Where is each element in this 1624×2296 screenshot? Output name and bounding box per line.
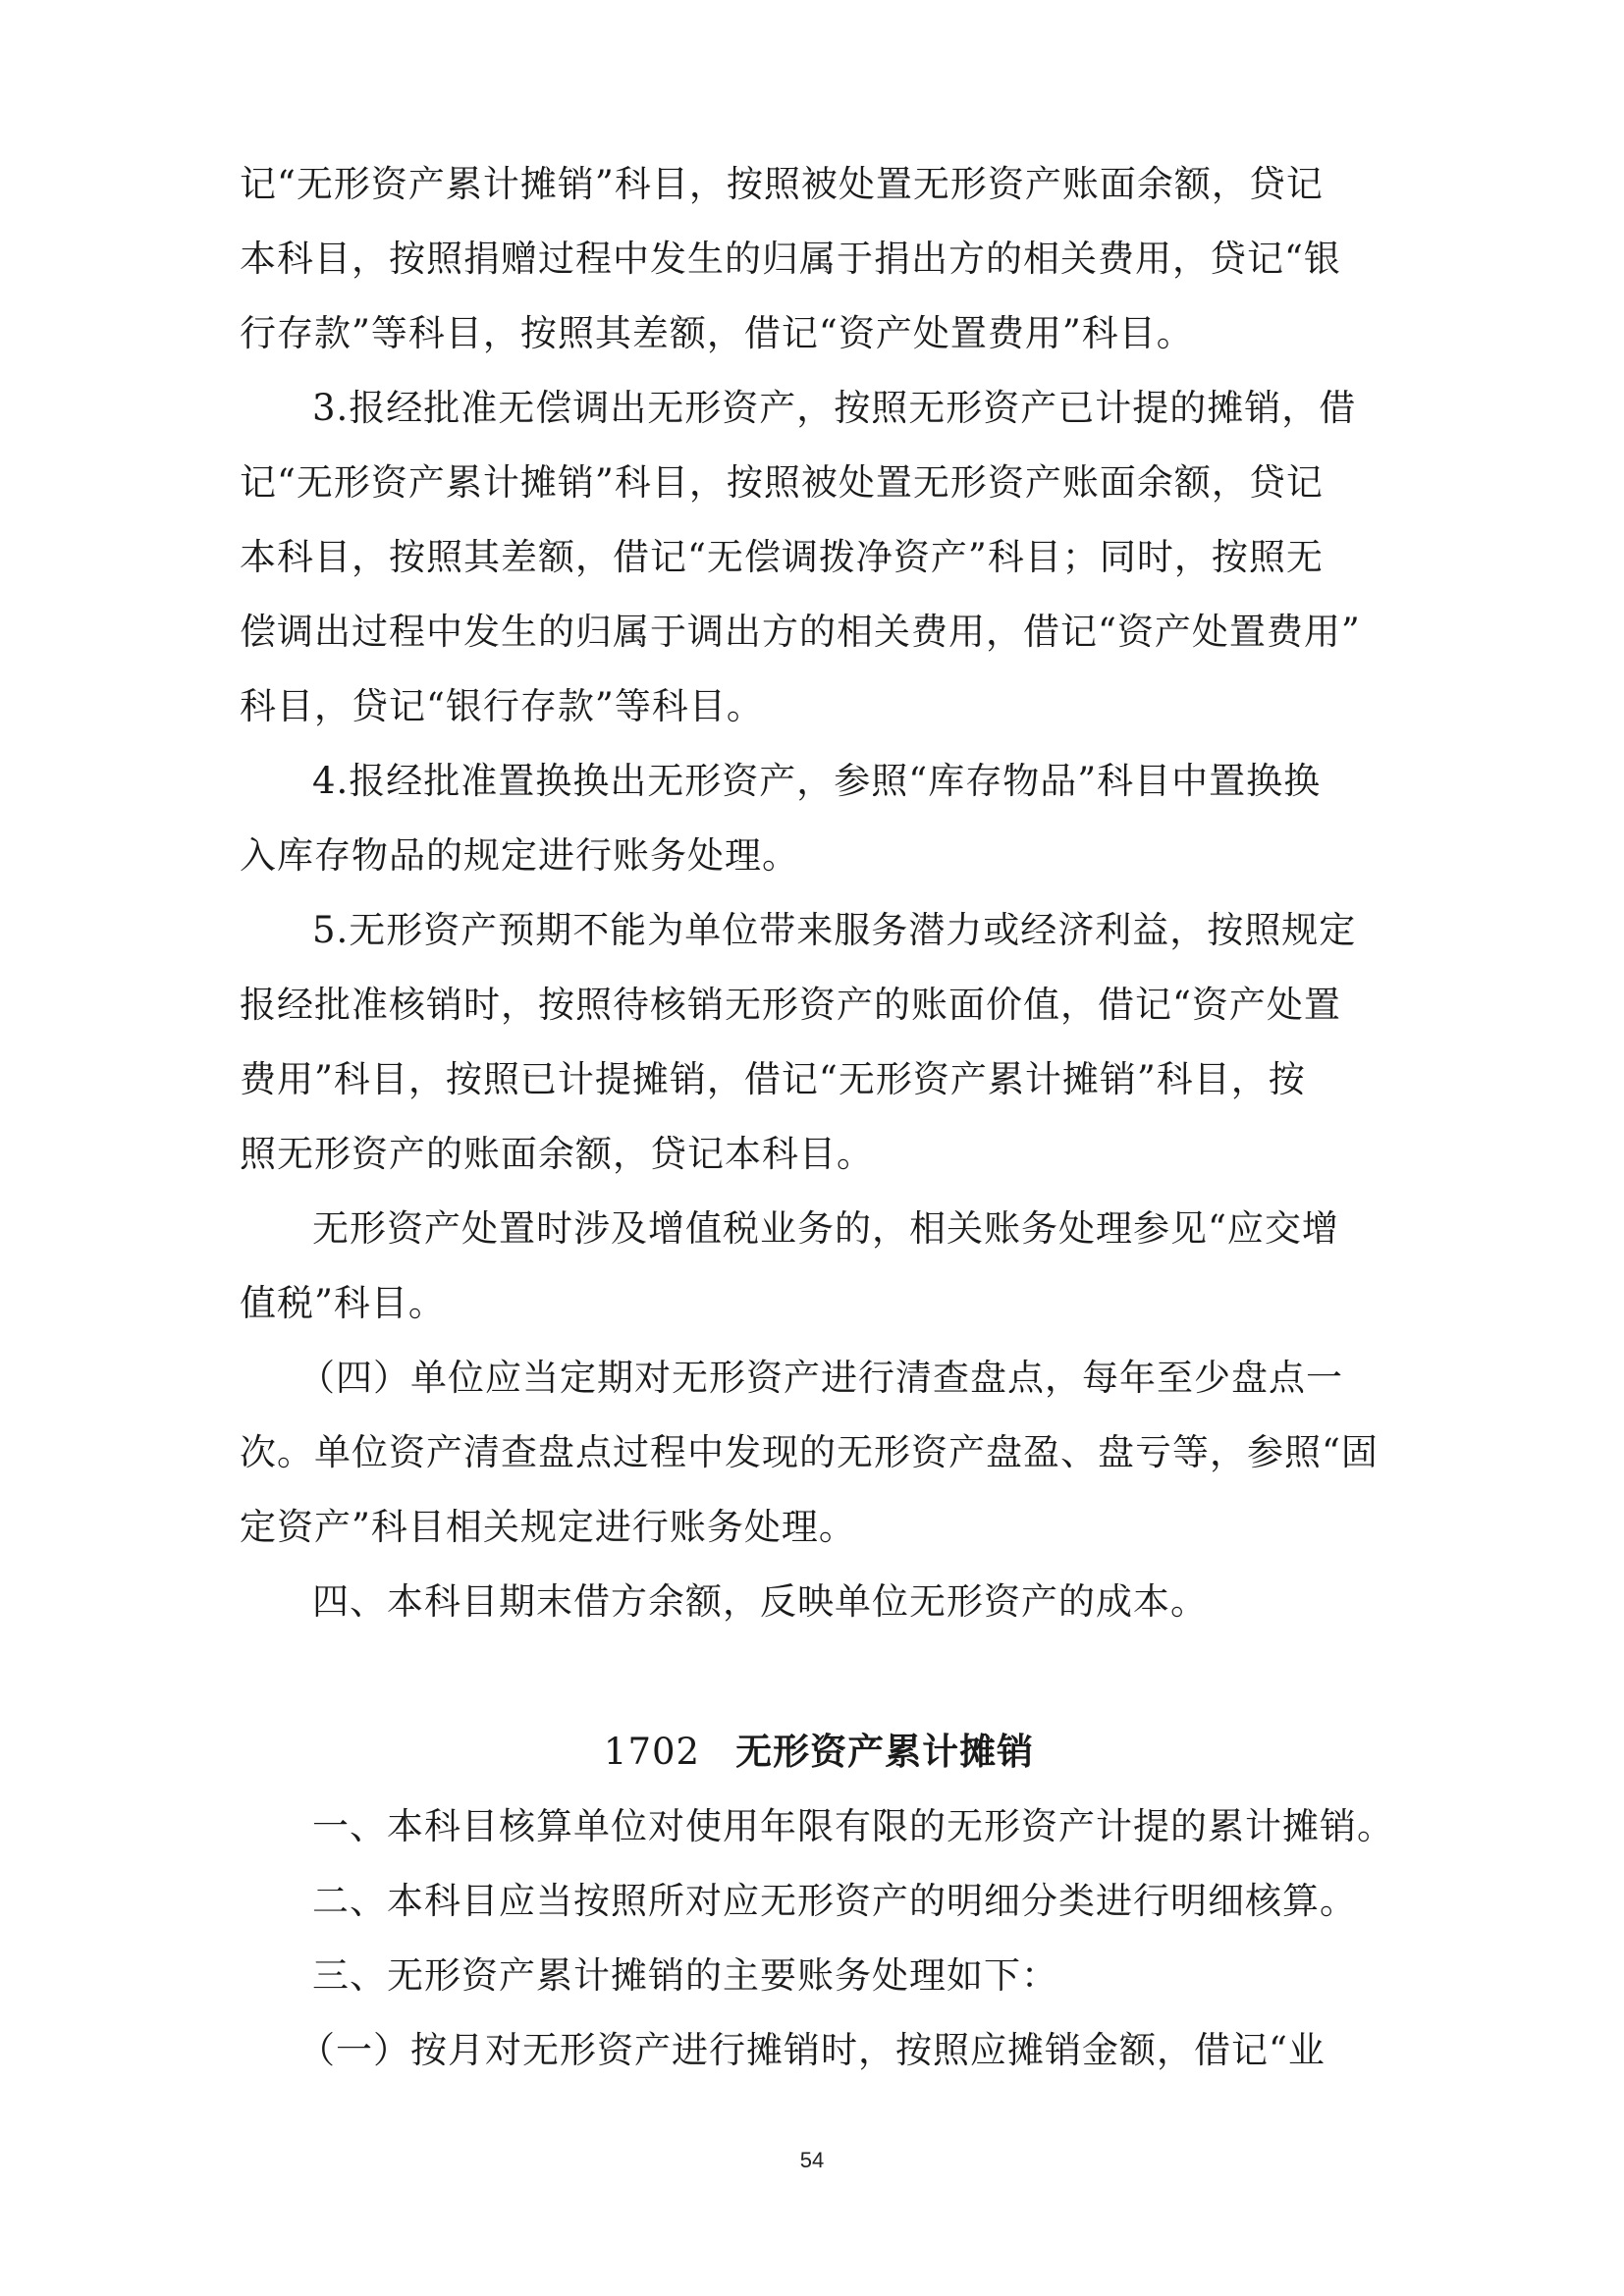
paragraph-line: 一、本科目核算单位对使用年限有限的无形资产计提的累计摊销。 bbox=[312, 1805, 1394, 1847]
paragraph bbox=[240, 371, 1398, 744]
page-number: 54 bbox=[799, 2148, 825, 2172]
paragraph-line: （一）按月对无形资产进行摊销时，按照应摊销金额，借记“业 bbox=[298, 2029, 1326, 2071]
paragraph-line: 照无形资产的账面余额，贷记本科目。 bbox=[240, 1133, 874, 1175]
paragraph-line: 3.报经批准无偿调出无形资产，按照无形资产已计提的摊销，借 bbox=[312, 387, 1357, 429]
paragraph bbox=[240, 1341, 1398, 1565]
paragraph-line: 5.无形资产预期不能为单位带来服务潜力或经济利益，按照规定 bbox=[312, 909, 1357, 951]
paragraph bbox=[240, 893, 1398, 1192]
paragraph-line: 偿调出过程中发生的归属于调出方的相关费用，借记“资产处置费用” bbox=[240, 611, 1361, 653]
paragraph-line: 本科目，按照其差额，借记“无偿调拨净资产”科目；同时，按照无 bbox=[240, 536, 1324, 578]
paragraph bbox=[240, 2013, 1398, 2088]
section-heading bbox=[240, 1714, 1398, 1789]
paragraph-line: 记“无形资产累计摊销”科目，按照被处置无形资产账面余额，贷记 bbox=[240, 163, 1324, 205]
paragraph bbox=[240, 1192, 1398, 1341]
paragraph-line: 行存款”等科目，按照其差额，借记“资产处置费用”科目。 bbox=[240, 312, 1194, 354]
section-code: 1702 bbox=[603, 1731, 701, 1773]
paragraph-line: 记“无形资产累计摊销”科目，按照被处置无形资产账面余额，贷记 bbox=[240, 461, 1324, 504]
paragraph bbox=[240, 1864, 1398, 1939]
paragraph bbox=[240, 1789, 1398, 1864]
paragraph-line: （四）单位应当定期对无形资产进行清查盘点，每年至少盘点一 bbox=[298, 1357, 1343, 1399]
paragraph bbox=[240, 1939, 1398, 2013]
paragraph-line: 四、本科目期末借方余额，反映单位无形资产的成本。 bbox=[312, 1580, 1208, 1623]
paragraph-line: 科目，贷记“银行存款”等科目。 bbox=[240, 685, 764, 727]
paragraph-line: 次。单位资产清查盘点过程中发现的无形资产盘盈、盘亏等，参照“固 bbox=[240, 1431, 1379, 1473]
section-title-text: 无形资产累计摊销 bbox=[735, 1730, 1035, 1773]
paragraph bbox=[240, 744, 1398, 893]
paragraph-line: 入库存物品的规定进行账务处理。 bbox=[240, 834, 799, 877]
paragraph-line: 三、无形资产累计摊销的主要账务处理如下： bbox=[312, 1954, 1058, 1997]
paragraph-line: 报经批准核销时，按照待核销无形资产的账面价值，借记“资产处置 bbox=[240, 984, 1341, 1026]
paragraph-line: 费用”科目，按照已计提摊销，借记“无形资产累计摊销”科目，按 bbox=[240, 1058, 1306, 1100]
paragraph-group-top bbox=[240, 147, 1398, 1639]
paragraph-line: 本科目，按照捐赠过程中发生的归属于捐出方的相关费用，贷记“银 bbox=[240, 238, 1341, 280]
paragraph-group-bottom bbox=[240, 1789, 1398, 2088]
paragraph bbox=[240, 1565, 1398, 1639]
paragraph-line: 定资产”科目相关规定进行账务处理。 bbox=[240, 1506, 856, 1548]
paragraph-line: 值税”科目。 bbox=[240, 1282, 446, 1324]
paragraph bbox=[240, 147, 1398, 371]
paragraph-line: 4.报经批准置换换出无形资产，参照“库存物品”科目中置换换 bbox=[312, 760, 1322, 802]
paragraph-line: 无形资产处置时涉及增值税业务的，相关账务处理参见“应交增 bbox=[312, 1207, 1339, 1250]
section-spacer bbox=[240, 1639, 1398, 1714]
document-body bbox=[240, 147, 1398, 2088]
paragraph-line: 二、本科目应当按照所对应无形资产的明细分类进行明细核算。 bbox=[312, 1880, 1357, 1922]
